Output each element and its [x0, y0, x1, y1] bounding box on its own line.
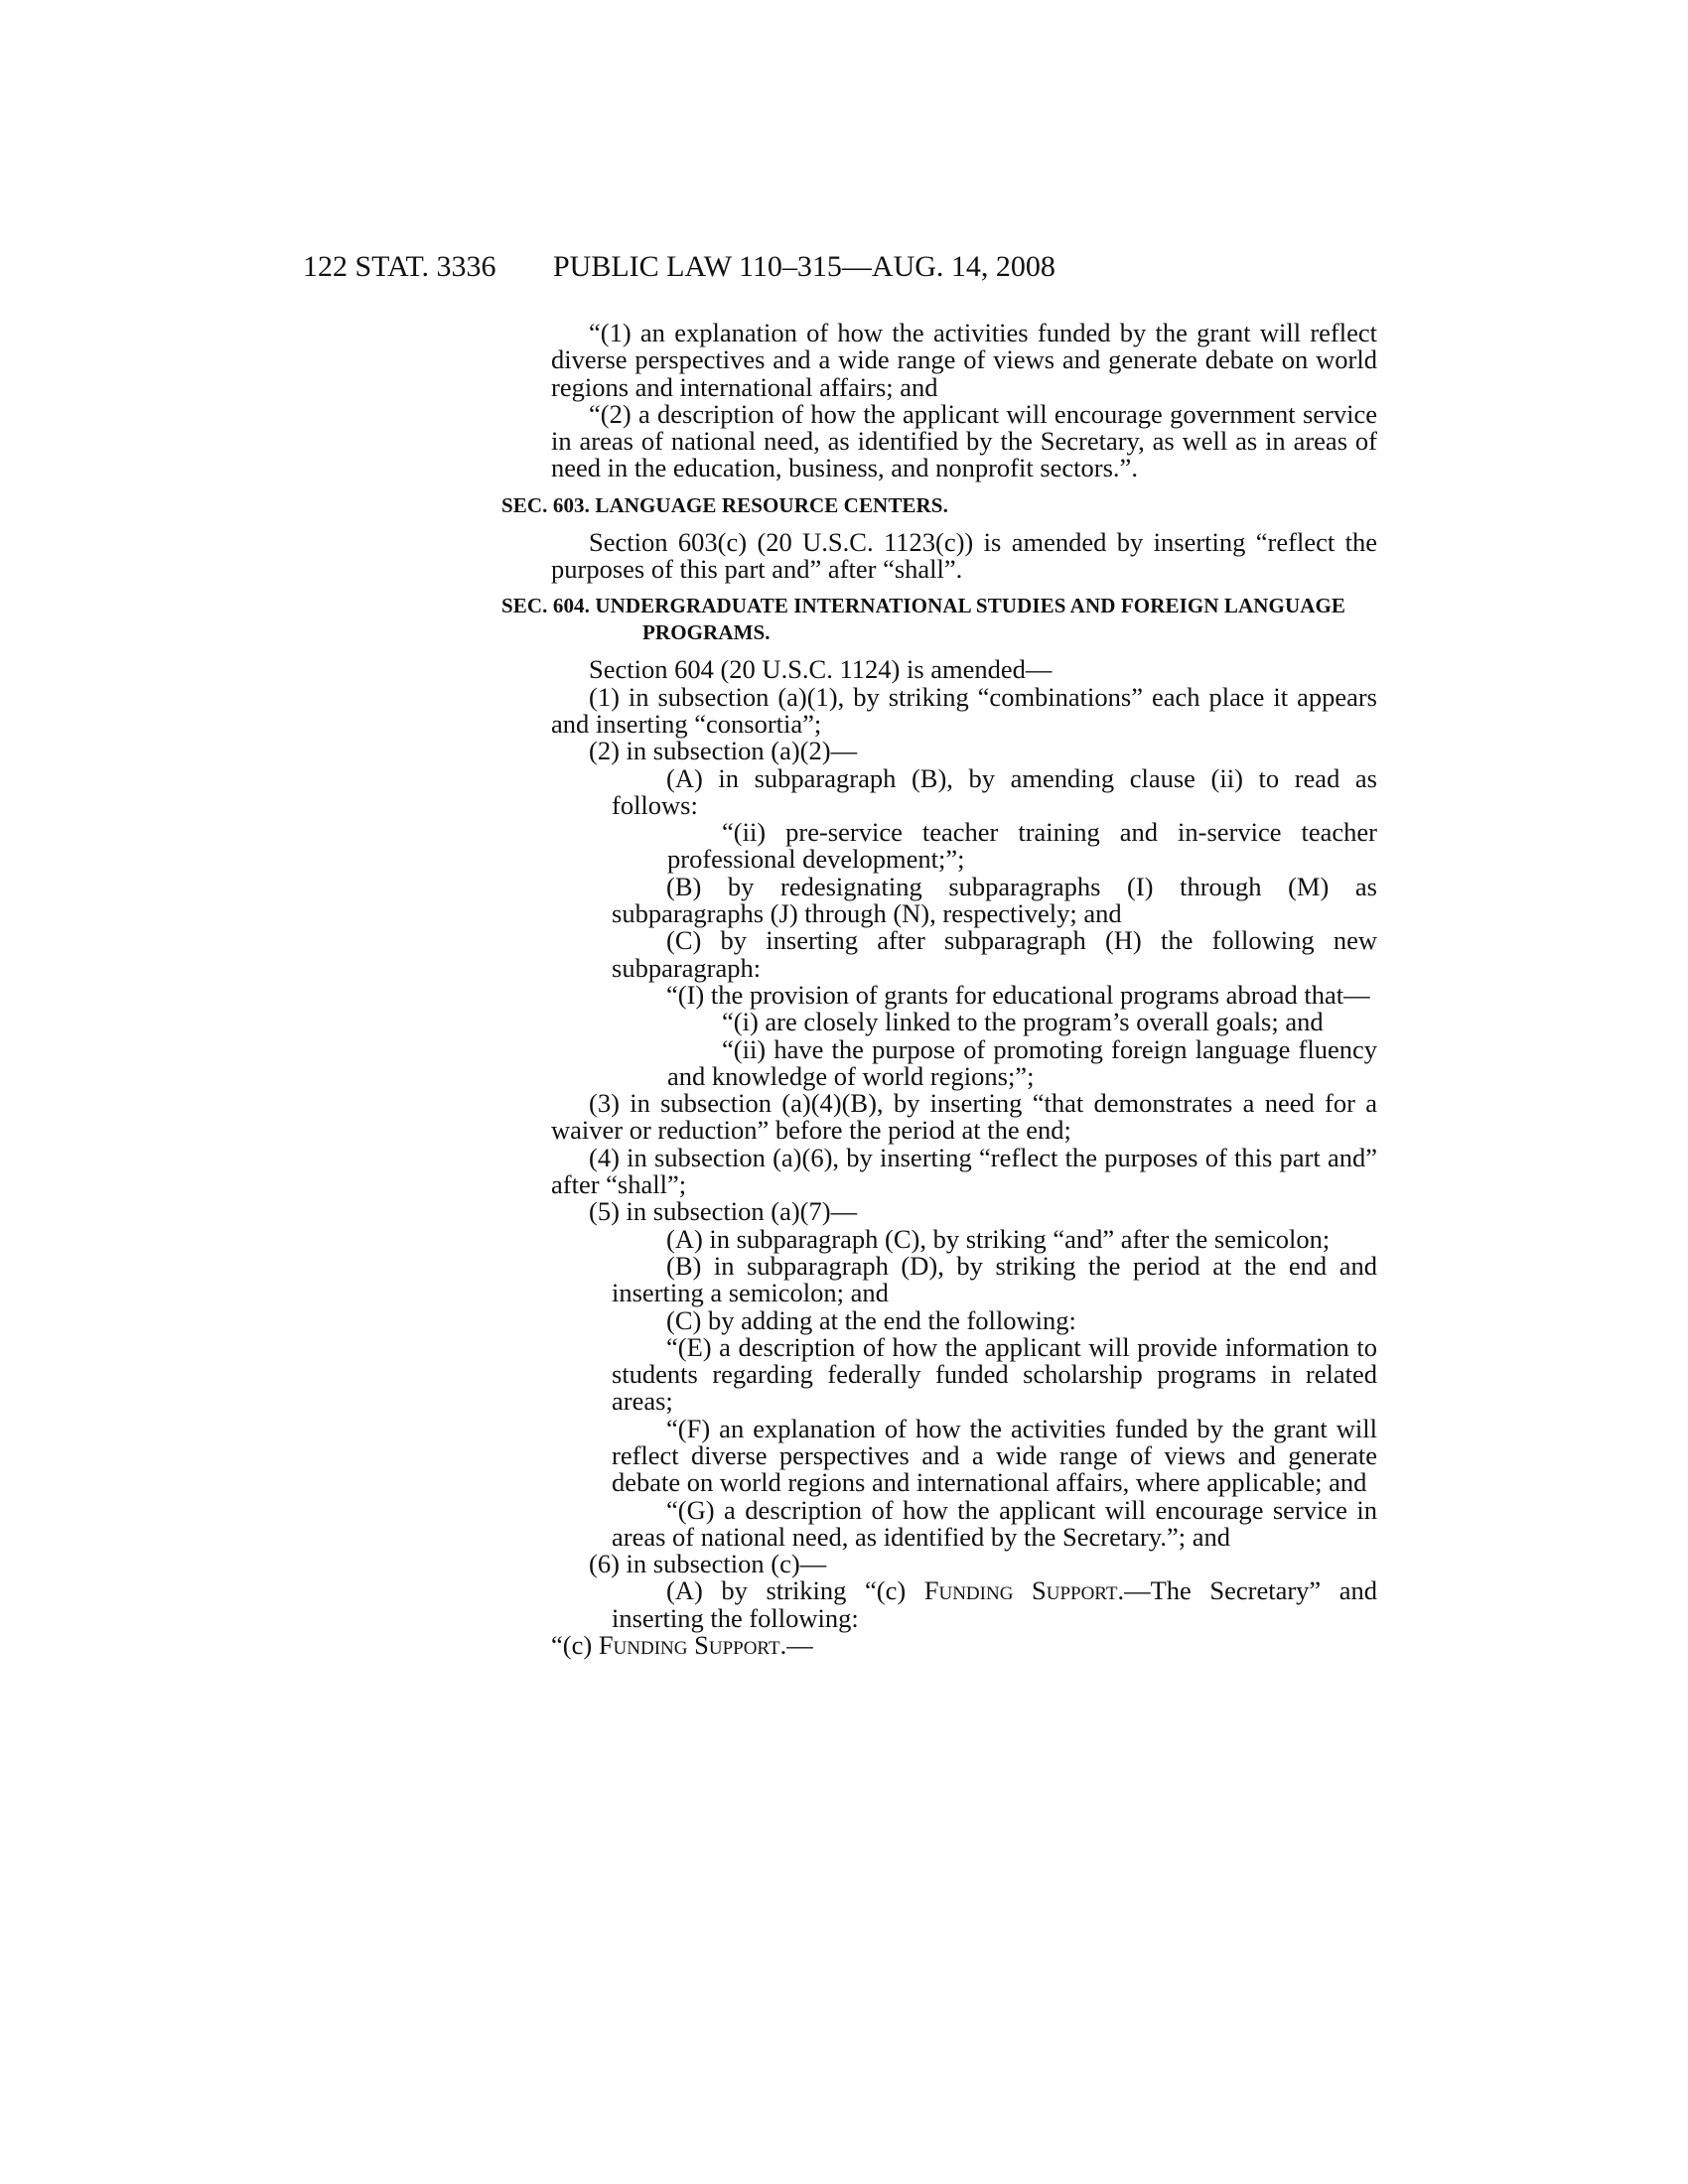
item-5-c: (C) by adding at the end the following:: [666, 1304, 1076, 1335]
section-604-heading: SEC. 604. UNDERGRADUATE INTERNATIONAL STUDIES AND FOREIGN LANGUAGE PROGRAMS.: [501, 594, 1346, 645]
item-2-c: (C) by inserting after subparagraph (H) the following new subparagraph:: [612, 925, 1377, 983]
paragraph-1: “(1) an explanation of how the activities funded by the grant will reflect diverse perspectives and a wide range of views and generate debate on world regions and international affairs; and: [551, 318, 1377, 402]
document-body: [501, 318, 1378, 1661]
item-2-a: (A) in subparagraph (B), by amending clause (ii) to read as follows:: [612, 762, 1377, 820]
item-6-a-smallcaps: Funding Support: [923, 1575, 1118, 1606]
item-2-c-I: “(I) the provision of grants for educational programs abroad that—: [666, 979, 1370, 1010]
item-6: (6) in subsection (c)—: [589, 1549, 827, 1579]
item-6-a-text-1: (A) by striking “(c): [666, 1575, 924, 1606]
item-2-c-i: “(i) are closely linked to the program’s overall goals; and: [722, 1007, 1324, 1037]
paragraph-2: “(2) a description of how the applicant will encourage government service in areas of national need, as identified by the Secretary, as well as in areas of need in the education, business, and nonprofit sectors.”.: [551, 398, 1377, 483]
item-1: (1) in subsection (a)(1), by striking “combinations” each place it appears and inserting “consortia”;: [551, 681, 1377, 739]
section-604-intro: Section 604 (20 U.S.C. 1124) is amended—: [589, 654, 1053, 685]
page-header: [303, 247, 1226, 287]
item-6-a-text-2: .—The Secretary” and inserting the following:: [612, 1575, 1378, 1633]
item-2-c-ii: “(ii) have the purpose of promoting foreign language fluency and knowledge of world regions;”;: [667, 1033, 1377, 1091]
running-title: PUBLIC LAW 110–315—AUG. 14, 2008: [553, 250, 1055, 283]
funding-support-prefix: “(c): [551, 1630, 599, 1661]
section-603-text: Section 603(c) (20 U.S.C. 1123(c)) is amended by inserting “reflect the purposes of this part and” after “shall”.: [551, 526, 1377, 585]
item-5-a: (A) in subparagraph (C), by striking “and” after the semicolon;: [666, 1223, 1331, 1254]
item-5-c-G: “(G) a description of how the applicant will encourage service in areas of national need, as identified by the Secretary.”; and: [612, 1494, 1377, 1552]
item-6-a: [551, 1577, 1377, 1632]
item-5-c-E: “(E) a description of how the applicant will provide information to students regarding federally funded scholarship programs in related areas;: [612, 1331, 1377, 1417]
statute-page-number: 122 STAT. 3336: [303, 250, 496, 283]
item-4: (4) in subsection (a)(6), by inserting “reflect the purposes of this part and” after “shall”;: [551, 1142, 1377, 1200]
item-5: (5) in subsection (a)(7)—: [589, 1196, 858, 1227]
item-5-b: (B) in subparagraph (D), by striking the period at the end and inserting a semicolon; and: [612, 1250, 1377, 1308]
section-603-heading: SEC. 603. LANGUAGE RESOURCE CENTERS.: [501, 492, 948, 517]
item-5-c-F: “(F) an explanation of how the activities funded by the grant will reflect diverse perspectives and a wide range of views and generate debate on world regions and international affairs, where applicable; and: [612, 1413, 1377, 1498]
item-2: (2) in subsection (a)(2)—: [589, 736, 858, 766]
item-2-a-quote: “(ii) pre-service teacher training and in-service teacher professional development;”;: [667, 817, 1377, 875]
item-3: (3) in subsection (a)(4)(B), by inserting “that demonstrates a need for a waiver or reduction” before the period at the end;: [551, 1088, 1377, 1146]
funding-support-heading: [551, 1632, 1377, 1659]
funding-support-smallcaps: Funding Support: [598, 1630, 780, 1661]
funding-support-suffix: .—: [779, 1630, 813, 1661]
item-2-b: (B) by redesignating subparagraphs (I) through (M) as subparagraphs (J) through (N), respectively; and: [612, 871, 1377, 929]
